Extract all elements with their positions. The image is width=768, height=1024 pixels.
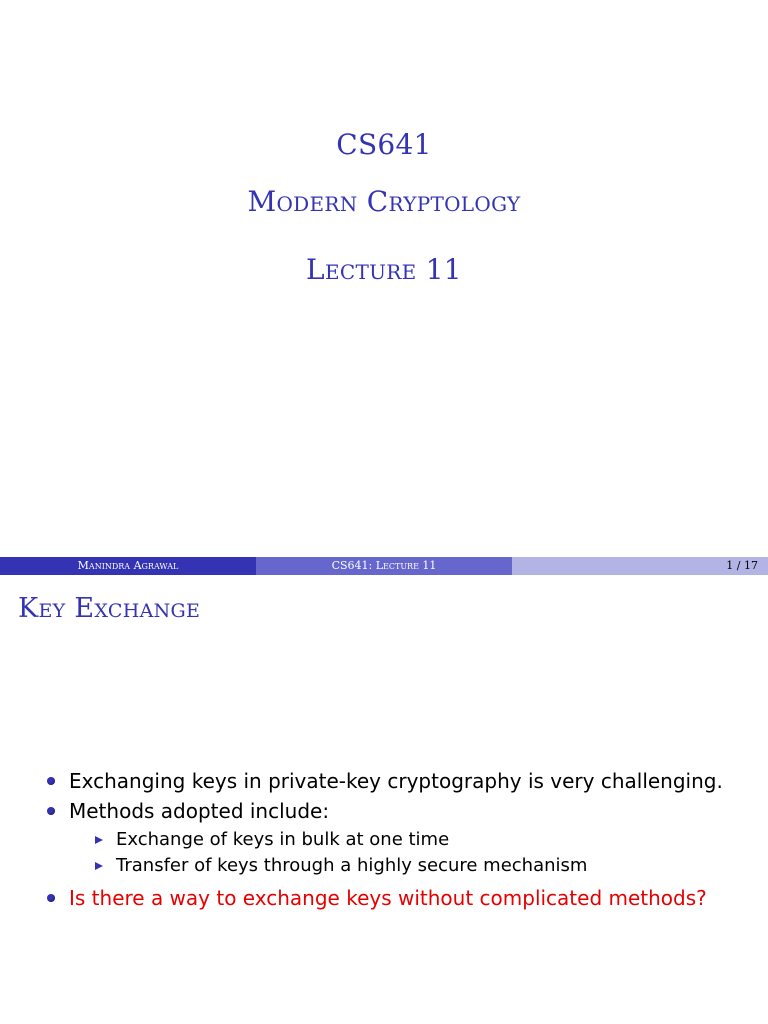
slide-footer	[0, 557, 768, 575]
sub-bullet-list	[69, 827, 768, 879]
lecture-title: Lecture 11	[306, 253, 462, 286]
bullet-text-alert: Is there a way to exchange keys without complicated methods?	[69, 886, 707, 910]
triangle-arrow-icon	[95, 836, 103, 844]
bullet-text: Exchanging keys in private-key cryptography is very challenging.	[69, 769, 723, 793]
bullet-dot-icon	[47, 894, 55, 902]
bullet-item-alert	[0, 883, 768, 913]
bullet-list	[0, 766, 768, 913]
bullet-dot-icon	[47, 807, 55, 815]
course-name: Modern Cryptology	[247, 185, 521, 218]
footer-author: Manindra Agrawal	[0, 557, 256, 575]
footer-short-title: CS641: Lecture 11	[256, 557, 512, 575]
frame-title: Key Exchange	[18, 593, 201, 624]
sub-bullet-text: Transfer of keys through a highly secure mechanism	[116, 855, 588, 876]
course-code: CS641	[336, 128, 432, 161]
sub-bullet-item	[69, 853, 768, 879]
bullet-dot-icon	[47, 777, 55, 785]
sub-bullet-text: Exchange of keys in bulk at one time	[116, 829, 450, 850]
content-slide	[0, 576, 768, 1024]
sub-bullet-item	[69, 827, 768, 853]
footer-page-number: 1 / 17	[512, 557, 768, 575]
bullet-text: Methods adopted include:	[69, 799, 330, 823]
triangle-arrow-icon	[95, 862, 103, 870]
bullet-item	[0, 766, 768, 796]
bullet-item	[0, 796, 768, 879]
